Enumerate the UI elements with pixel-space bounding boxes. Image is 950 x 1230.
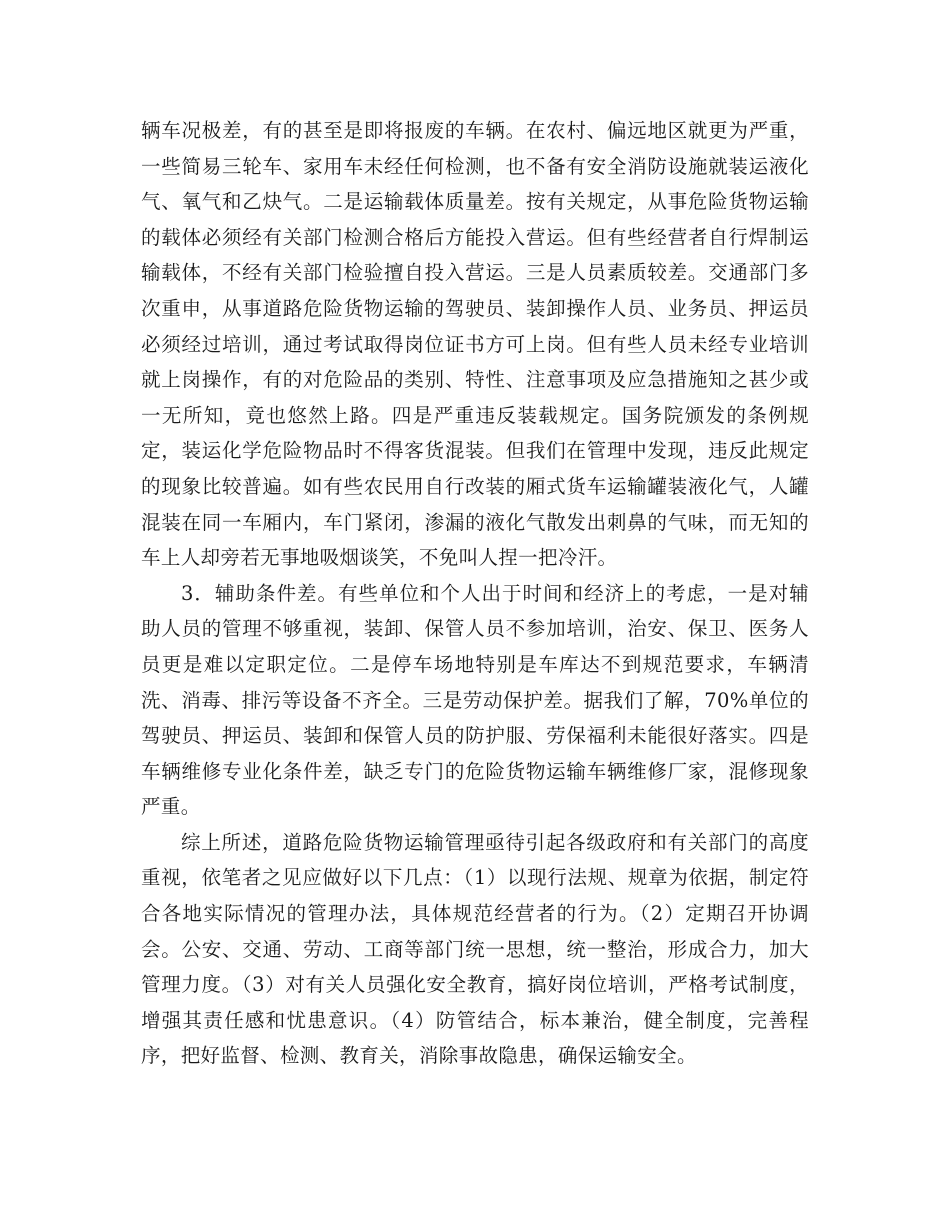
paragraph-vehicle-conditions: 辆车况极差，有的甚至是即将报废的车辆。在农村、偏远地区就更为严重，一些简易三轮车、家用车未经任何检测，也不备有安全消防设施就装运液化气、氧气和乙炔气。二是运输载体质量差。按有关规定，从事危险货物运输的载体必须经有关部门检测合格后方能投入营运。但有些经营者自行焊制运输载体，不经有关部门检验擅自投入营运。三是人员素质较差。交通部门多次重申，从事道路危险货物运输的驾驶员、装卸操作人员、业务员、押运员必须经过培训，通过考试取得岗位证书方可上岗。但有些人员未经专业培训就上岗操作，有的对危险品的类别、特性、注意事项及应急措施知之甚少或一无所知，竟也悠然上路。四是严重违反装载规定。国务院颁发的条例规定，装运化学危险物品时不得客货混装。但我们在管理中发现，违反此规定的现象比较普遍。如有些农民用自行改装的厢式货车运输罐装液化气，人罐混装在同一车厢内，车门紧闭，渗漏的液化气散发出刺鼻的气味，而无知的车上人却旁若无事地吸烟谈笑，不免叫人捏一把冷汗。	[141, 119, 809, 570]
paragraph-conclusion: 综上所述，道路危险货物运输管理亟待引起各级政府和有关部门的高度重视，依笔者之见应做好以下几点：（1）以现行法规、规章为依据，制定符合各地实际情况的管理办法，具体规范经营者的行为。（2）定期召开协调会。公安、交通、劳动、工商等部门统一思想，统一整治，形成合力，加大管理力度。（3）对有关人员强化安全教育，搞好岗位培训，严格考试制度，增强其责任感和忧患意识。（4）防管结合，标本兼治，健全制度，完善程序，把好监督、检测、教育关，消除事故隐患，确保运输安全。	[141, 830, 809, 1068]
document-body	[141, 113, 809, 1074]
paragraph-auxiliary-conditions: 3．辅助条件差。有些单位和个人出于时间和经济上的考虑，一是对辅助人员的管理不够重视，装卸、保管人员不参加培训，治安、保卫、医务人员更是难以定职定位。二是停车场地特别是车库达不到规范要求，车辆清洗、消毒、排污等设备不齐全。三是劳动保护差。据我们了解，70%单位的驾驶员、押运员、装卸和保管人员的防护服、劳保福利未能很好落实。四是车辆维修专业化条件差，缺乏专门的危险货物运输车辆维修厂家，混修现象严重。	[141, 581, 809, 819]
